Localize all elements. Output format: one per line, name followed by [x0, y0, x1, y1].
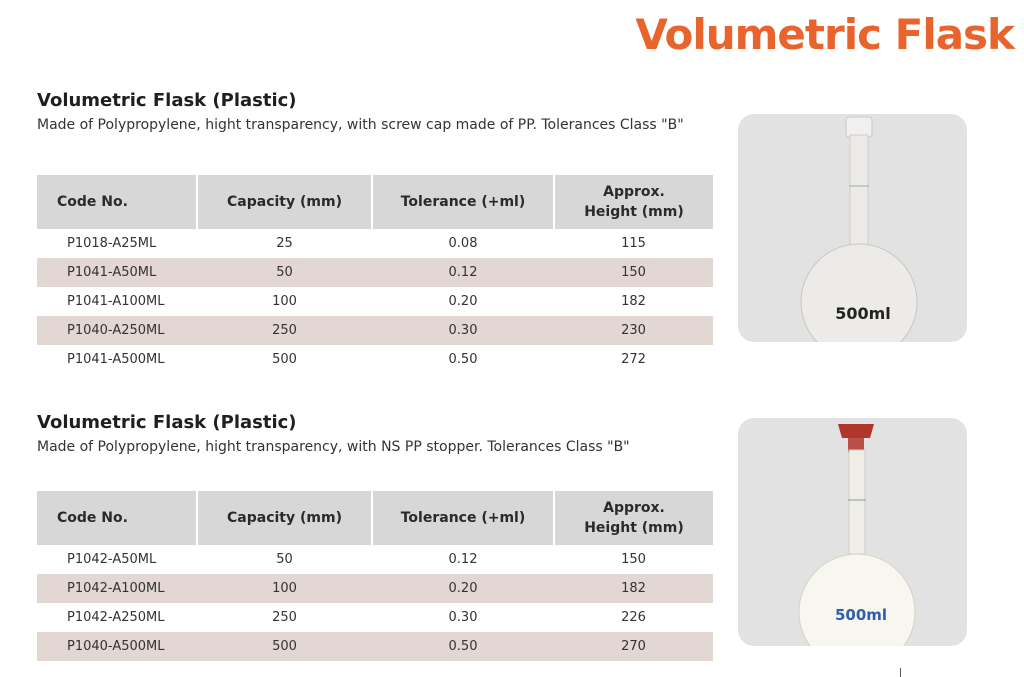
table-row	[37, 287, 713, 316]
capacity-cell: 100	[197, 574, 372, 603]
table-row	[37, 316, 713, 345]
tolerance-cell: 0.30	[372, 316, 554, 345]
flask-bulb-shape	[799, 554, 915, 646]
table-row	[37, 545, 713, 574]
column-header-height-line2: Height (mm)	[584, 204, 684, 220]
column-header-tolerance: Tolerance (+ml)	[372, 491, 554, 545]
spec-table	[37, 491, 713, 661]
column-header-code: Code No.	[37, 175, 197, 229]
column-header-height	[554, 175, 713, 229]
height-cell: 226	[621, 610, 646, 625]
scan-mark-divider	[900, 668, 901, 677]
code-cell: P1041-A50ML	[37, 258, 197, 287]
section-description: Made of Polypropylene, hight transparency, with screw cap made of PP. Tolerances Class "B"	[37, 117, 684, 133]
section-description: Made of Polypropylene, hight transparency, with NS PP stopper. Tolerances Class "B"	[37, 439, 630, 455]
table-row	[37, 258, 713, 287]
tolerance-cell: 0.12	[372, 258, 554, 287]
flask-illustration	[738, 418, 967, 646]
column-header-height	[554, 491, 713, 545]
capacity-cell: 250	[272, 610, 297, 625]
capacity-cell: 25	[276, 236, 293, 251]
code-cell: P1042-A50ML	[67, 552, 157, 567]
height-cell: 182	[554, 574, 713, 603]
height-cell: 115	[621, 236, 646, 251]
table-row	[37, 574, 713, 603]
section-title: Volumetric Flask (Plastic)	[37, 412, 297, 433]
height-cell: 230	[554, 316, 713, 345]
tolerance-cell: 0.08	[448, 236, 478, 251]
stopper-shape	[838, 424, 874, 438]
product-photo-screw-cap-flask	[738, 114, 967, 342]
table-row	[37, 632, 713, 661]
tolerance-cell: 0.12	[448, 552, 478, 567]
capacity-cell: 50	[276, 552, 293, 567]
table-header-row	[37, 491, 713, 545]
tolerance-cell: 0.50	[372, 632, 554, 661]
height-cell: 270	[554, 632, 713, 661]
flask-volume-label: 500ml	[835, 304, 891, 323]
column-header-capacity: Capacity (mm)	[197, 175, 372, 229]
product-photo-stopper-flask	[738, 418, 967, 646]
column-header-tolerance: Tolerance (+ml)	[372, 175, 554, 229]
flask-bulb-shape	[801, 244, 917, 342]
code-cell: P1040-A500ML	[37, 632, 197, 661]
section-title: Volumetric Flask (Plastic)	[37, 90, 297, 111]
product-section-screw-cap	[37, 90, 713, 367]
height-cell: 150	[554, 258, 713, 287]
tolerance-cell: 0.20	[372, 574, 554, 603]
screw-cap-shape	[846, 117, 872, 137]
column-header-code: Code No.	[37, 491, 197, 545]
flask-illustration	[738, 114, 967, 342]
flask-neck-shape	[850, 135, 868, 245]
capacity-cell: 250	[197, 316, 372, 345]
table-header-row	[37, 175, 713, 229]
flask-volume-label: 500ml	[834, 606, 888, 624]
column-header-height-line1: Approx.	[603, 184, 665, 200]
column-header-height-line2: Height (mm)	[584, 520, 684, 536]
height-cell: 272	[621, 352, 646, 367]
tolerance-cell: 0.30	[448, 610, 478, 625]
table-row	[37, 603, 713, 632]
page-title: Volumetric Flask	[635, 10, 1014, 59]
capacity-cell: 500	[197, 632, 372, 661]
code-cell: P1041-A500ML	[67, 352, 165, 367]
code-cell: P1041-A100ML	[67, 294, 165, 309]
height-cell: 150	[621, 552, 646, 567]
column-header-capacity: Capacity (mm)	[197, 491, 372, 545]
code-cell: P1042-A100ML	[37, 574, 197, 603]
spec-table	[37, 175, 713, 374]
capacity-cell: 50	[197, 258, 372, 287]
capacity-cell: 500	[272, 352, 297, 367]
tolerance-cell: 0.20	[448, 294, 478, 309]
code-cell: P1018-A25ML	[67, 236, 157, 251]
table-row	[37, 229, 713, 258]
tolerance-cell: 0.50	[448, 352, 478, 367]
code-cell: P1040-A250ML	[37, 316, 197, 345]
product-section-stopper	[37, 412, 713, 654]
capacity-cell: 100	[272, 294, 297, 309]
flask-neck-shape	[849, 450, 865, 554]
height-cell: 182	[621, 294, 646, 309]
table-row	[37, 345, 713, 374]
column-header-height-line1: Approx.	[603, 500, 665, 516]
code-cell: P1042-A250ML	[67, 610, 165, 625]
